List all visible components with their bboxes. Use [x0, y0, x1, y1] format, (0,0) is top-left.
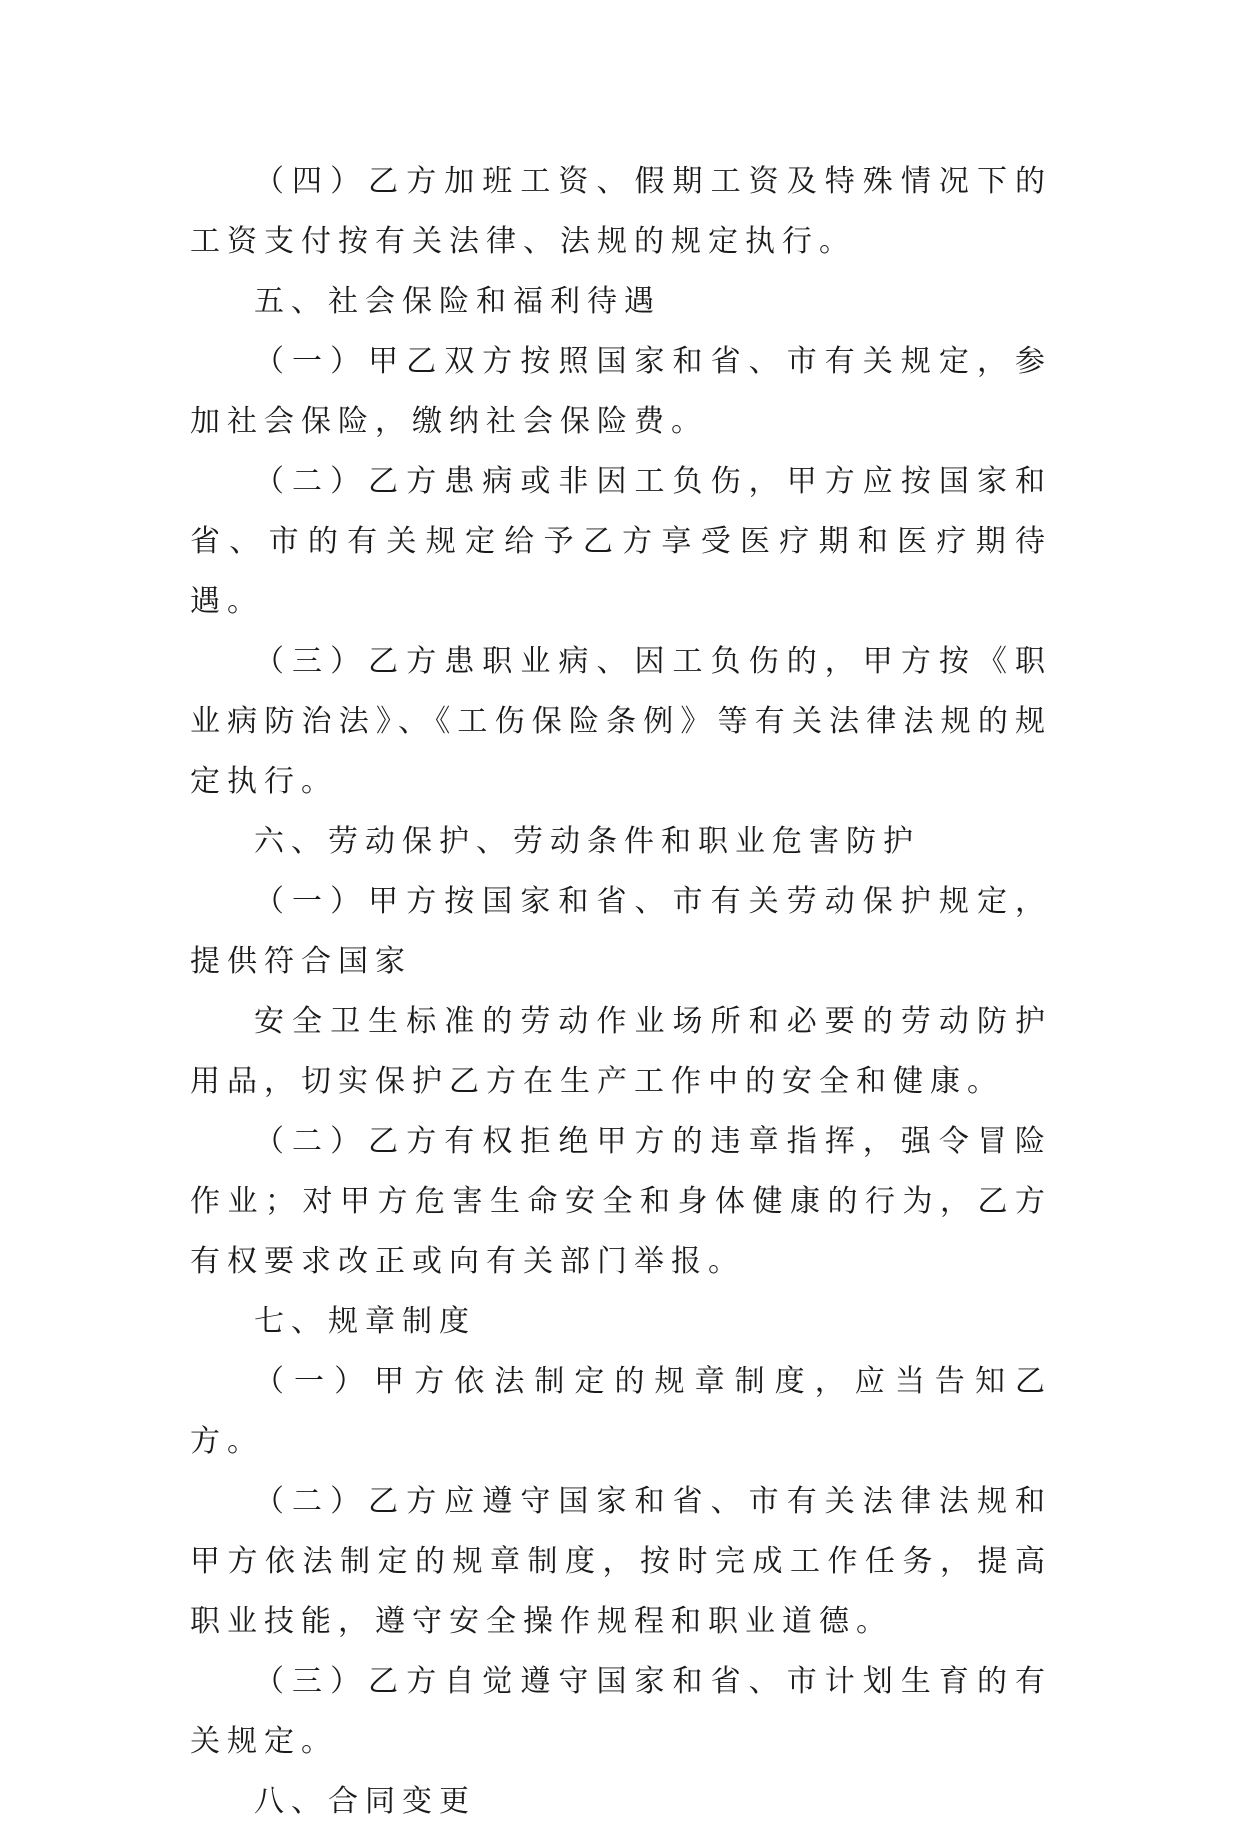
document-body [190, 152, 1052, 1832]
paragraph-social-insurance-2: （二）乙方患病或非因工负伤，甲方应按国家和省、市的有关规定给予乙方享受医疗期和医疗期待遇。 [190, 464, 1052, 619]
paragraph-rules-3: （三）乙方自觉遵守国家和省、市计划生育的有关规定。 [190, 1664, 1052, 1759]
paragraph-4-overtime-wages: （四）乙方加班工资、假期工资及特殊情况下的工资支付按有关法律、法规的规定执行。 [190, 164, 1052, 259]
paragraph-labor-protection-1: （一）甲方按国家和省、市有关劳动保护规定，提供符合国家 [190, 884, 1052, 979]
section-heading-social-insurance: 五、社会保险和福利待遇 [254, 284, 661, 319]
paragraph-rules-2: （二）乙方应遵守国家和省、市有关法律法规和甲方依法制定的规章制度，按时完成工作任务，提高职业技能，遵守安全操作规程和职业道德。 [190, 1484, 1052, 1639]
paragraph-labor-protection-2: （二）乙方有权拒绝甲方的违章指挥，强令冒险作业；对甲方危害生命安全和身体健康的行为，乙方有权要求改正或向有关部门举报。 [190, 1124, 1052, 1279]
section-heading-contract-change: 八、合同变更 [254, 1784, 476, 1819]
paragraph-rules-1: （一）甲方依法制定的规章制度，应当告知乙方。 [190, 1364, 1052, 1459]
paragraph-social-insurance-1: （一）甲乙双方按照国家和省、市有关规定，参加社会保险，缴纳社会保险费。 [190, 344, 1052, 439]
section-heading-labor-protection: 六、劳动保护、劳动条件和职业危害防护 [254, 824, 920, 859]
section-heading-rules: 七、规章制度 [254, 1304, 476, 1339]
paragraph-labor-protection-1-cont: 安全卫生标准的劳动作业场所和必要的劳动防护用品，切实保护乙方在生产工作中的安全和健康。 [190, 1004, 1052, 1099]
paragraph-social-insurance-3: （三）乙方患职业病、因工负伤的，甲方按《职业病防治法》、《工伤保险条例》等有关法律法规的规定执行。 [190, 644, 1052, 799]
